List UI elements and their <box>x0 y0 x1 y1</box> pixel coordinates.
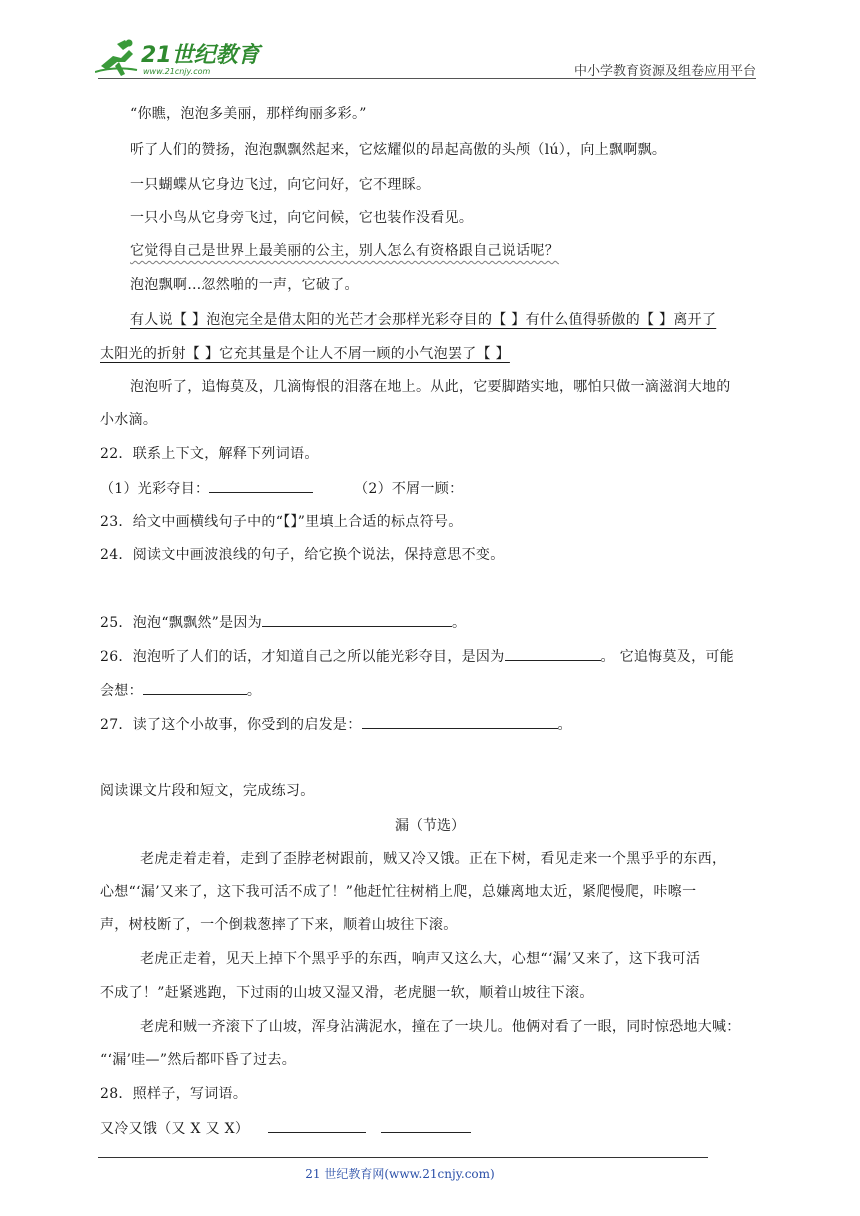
answer-blank-28-1[interactable] <box>268 1118 366 1133</box>
question-26-end: 。 <box>246 683 262 699</box>
header-platform-name: 中小学教育资源及组卷应用平台 <box>573 64 756 79</box>
question-26-line-1 <box>100 646 734 667</box>
footer-text: 21 世纪教育网(www.21cnjy.com) <box>305 1167 495 1181</box>
logo-text: 21世纪教育 <box>141 43 260 68</box>
answer-blank-27[interactable] <box>362 714 558 729</box>
answer-blank-25[interactable] <box>262 612 452 627</box>
question-26-line-2 <box>100 680 261 701</box>
question-26-continued: 会想： <box>100 683 143 699</box>
logo-url: www.21cnjy.com <box>143 67 211 76</box>
story-paragraph-7-line-1 <box>130 310 716 330</box>
question-22-items <box>100 478 463 499</box>
question-26-text: 26．泡泡听了人们的话，才知道自己之所以能光彩夺目，是因为 <box>100 649 505 665</box>
site-logo <box>95 36 265 80</box>
question-27 <box>100 714 572 735</box>
question-23: 23．给文中画横线句子中的“【】”里填上合适的标点符号。 <box>100 514 463 530</box>
question-28-example <box>100 1118 471 1139</box>
question-28-example-text: 又冷又饿（又 X 又 X） <box>100 1121 250 1137</box>
story-paragraph-5-wavy <box>130 241 559 261</box>
passage-paragraph-2-line-1: 老虎正走着，见天上掉下个黑乎乎的东西，响声又这么大，心想“‘漏’又来了，这下我可活 <box>140 951 701 967</box>
answer-blank-26-2[interactable] <box>143 680 247 695</box>
question-24: 24．阅读文中画波浪线的句子，给它换个说法，保持意思不变。 <box>100 547 505 563</box>
answer-blank-28-2[interactable] <box>381 1118 471 1133</box>
wavy-underlined-sentence: 它觉得自己是世界上最美丽的公主，别人怎么有资格跟自己说话呢？ <box>130 243 559 259</box>
passage-paragraph-1-line-3: 声，树枝断了，一个倒栽葱摔了下来，顺着山坡往下滚。 <box>100 917 458 933</box>
answer-blank-22-1[interactable] <box>209 478 313 493</box>
question-26-middle: 。 它追悔莫及，可能 <box>600 649 734 665</box>
question-25 <box>100 612 466 633</box>
question-25-end: 。 <box>452 615 467 631</box>
footer-divider <box>98 1157 708 1158</box>
underlined-sentence-part-1: 有人说【 】泡泡完全是借太阳的光芒才会那样光彩夺目的【 】有什么值得骄傲的【 】离开了 <box>130 312 717 328</box>
section-2-intro: 阅读课文片段和短文，完成练习。 <box>100 783 315 799</box>
story-paragraph-1: “你瞧，泡泡多美丽，那样绚丽多彩。” <box>130 106 367 122</box>
passage-paragraph-1-line-2: 心想“‘漏’又来了，这下我可活不成了！”他赶忙往树梢上爬，总嫌离地太近，紧爬慢爬，咔嚓一 <box>100 884 697 900</box>
story-paragraph-4: 一只小鸟从它身旁飞过，向它问候，它也装作没看见。 <box>130 210 474 226</box>
story-paragraph-2: 听了人们的赞扬，泡泡飘飘然起来，它炫耀似的昂起高傲的头颅（lú），向上飘啊飘。 <box>130 142 667 158</box>
question-22: 22．联系上下文，解释下列词语。 <box>100 446 319 462</box>
passage-paragraph-3-line-2: “‘漏’哇—”然后都吓昏了过去。 <box>100 1052 297 1068</box>
runner-logo-icon <box>95 36 265 80</box>
underlined-sentence-part-2: 太阳光的折射【 】它充其量是个让人不屑一顾的小气泡罢了【 】 <box>100 346 510 362</box>
question-27-end: 。 <box>557 717 572 733</box>
question-28: 28．照样子，写词语。 <box>100 1086 248 1102</box>
question-25-text: 25．泡泡“飘飘然”是因为 <box>100 615 263 631</box>
story-paragraph-6: 泡泡飘啊…忽然啪的一声，它破了。 <box>130 277 359 293</box>
header-divider <box>98 78 756 79</box>
question-27-text: 27．读了这个小故事，你受到的启发是： <box>100 717 362 733</box>
passage-title: 漏（节选） <box>395 818 465 834</box>
answer-blank-26-1[interactable] <box>505 646 601 661</box>
question-22-2-label: （2）不屑一顾： <box>354 481 464 497</box>
passage-paragraph-3-line-1: 老虎和贼一齐滚下了山坡，浑身沾满泥水，撞在了一块儿。他俩对看了一眼，同时惊恐地大喊： <box>140 1019 741 1035</box>
story-paragraph-8-line-2: 小水滴。 <box>100 412 158 428</box>
passage-paragraph-2-line-2: 不成了！”赶紧逃跑，下过雨的山坡又湿又滑，老虎腿一软，顺着山坡往下滚。 <box>100 985 594 1001</box>
story-paragraph-7-line-2 <box>100 344 510 364</box>
story-paragraph-3: 一只蝴蝶从它身边飞过，向它问好，它不理睬。 <box>130 177 431 193</box>
story-paragraph-8-line-1: 泡泡听了，追悔莫及，几滴悔恨的泪落在地上。从此，它要脚踏实地，哪怕只做一滴滋润大地的 <box>130 379 731 395</box>
passage-paragraph-1-line-1: 老虎走着走着，走到了歪脖老树跟前，贼又冷又饿。正在下树，看见走来一个黑乎乎的东西， <box>140 851 727 867</box>
question-22-1-label: （1）光彩夺目： <box>100 481 210 497</box>
